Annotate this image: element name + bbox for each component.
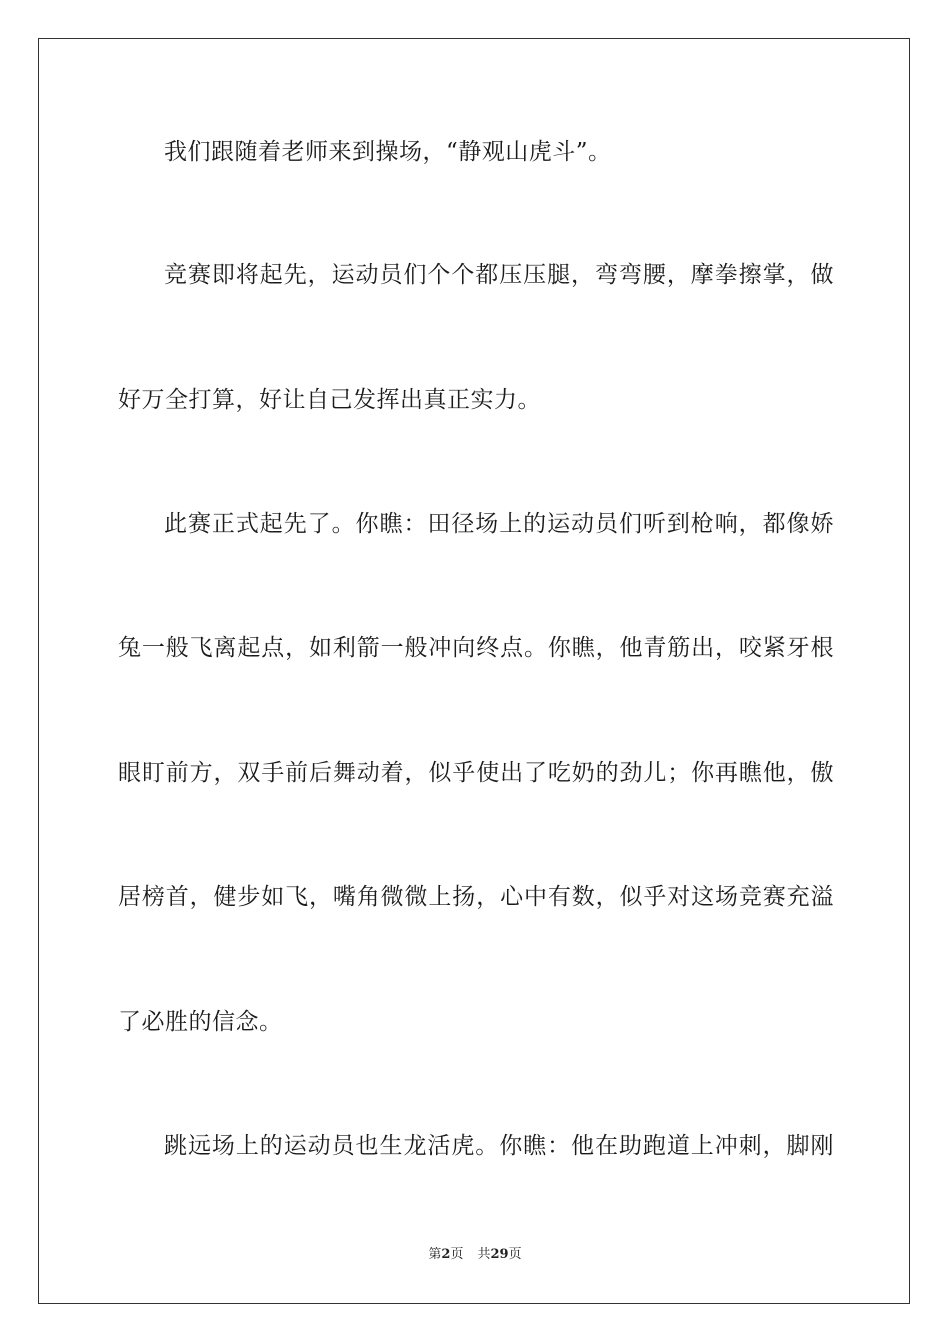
total-prefix: 共 [477, 1247, 491, 1262]
paragraph-4-line-1: 跳远场上的运动员也生龙活虎。你瞧：他在助跑道上冲刺，脚刚 [164, 1133, 834, 1159]
total-suffix: 页 [508, 1247, 522, 1262]
paragraph-3-line-3: 眼盯前方，双手前后舞动着，似乎使出了吃奶的劲儿；你再瞧他，傲 [118, 760, 834, 786]
page-border [38, 38, 910, 1304]
paragraph-3-line-1: 此赛正式起先了。你瞧：田径场上的运动员们听到枪响，都像娇 [164, 511, 834, 537]
paragraph-3-line-4: 居榜首，健步如飞，嘴角微微上扬，心中有数，似乎对这场竞赛充溢 [118, 884, 834, 910]
page-prefix: 第 [428, 1247, 442, 1262]
total-pages: 29 [490, 1247, 509, 1262]
page-number: 2 [441, 1247, 451, 1262]
paragraph-3-line-5: 了必胜的信念。 [118, 1009, 283, 1035]
paragraph-1-line-1: 我们跟随着老师来到操场，“静观山虎斗”。 [164, 139, 612, 165]
paragraph-3-line-2: 兔一般飞离起点，如利箭一般冲向终点。你瞧，他青筋出，咬紧牙根 [118, 635, 834, 661]
paragraph-2-line-1: 竞赛即将起先，运动员们个个都压压腿，弯弯腰，摩拳擦掌，做 [164, 262, 834, 288]
page-suffix: 页 [450, 1247, 464, 1262]
page-footer [0, 1246, 950, 1264]
paragraph-2-line-2: 好万全打算，好让自己发挥出真正实力。 [118, 387, 541, 413]
